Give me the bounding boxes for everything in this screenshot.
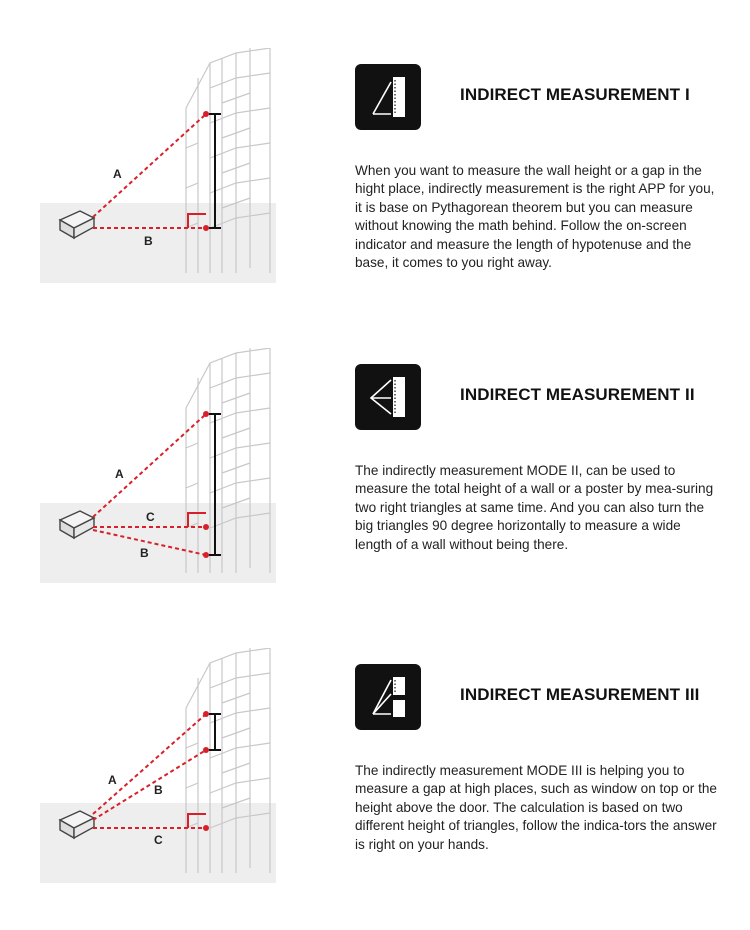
label-b: B [144,234,153,248]
mode-3-title: INDIRECT MEASUREMENT III [460,685,700,704]
section-mode-2 [0,300,750,600]
laser-point [203,411,209,417]
section-mode-1 [0,0,750,300]
label-b: B [140,546,149,560]
label-c: C [146,510,155,524]
laser-point [203,524,209,530]
laser-point [203,825,209,831]
mode-1-title: INDIRECT MEASUREMENT I [460,85,690,104]
label-b: B [154,783,163,797]
indirect-measurement-3-icon [355,664,421,730]
mode-2-illustration [38,348,278,593]
label-a: A [115,467,124,481]
label-c: C [154,833,163,847]
mode-2-title: INDIRECT MEASUREMENT II [460,385,695,404]
mode-3-description: The indirectly measurement MODE III is helping you to measure a gap at high places, such as window on top or the height above the door. The calculation is based on two different height of triangles, follow the indica-tors the answer is right on your hands. [355,763,717,852]
laser-point [203,747,209,753]
indirect-measurement-1-icon [355,64,421,130]
section-mode-3 [0,600,750,900]
mode-2-description: The indirectly measurement MODE II, can be used to measure the total height of a wall or a poster by mea-suring two right triangles at same time. And you can also turn the big triangles 90 degree horizontally to measure a wide length of a wall without being there. [355,463,714,552]
laser-point [203,225,209,231]
mode-3-illustration [38,648,278,893]
mode-1-illustration [38,48,278,293]
laser-point [203,111,209,117]
indirect-measurement-2-icon [355,364,421,430]
laser-point [203,711,209,717]
label-a: A [108,773,117,787]
mode-1-description: When you want to measure the wall height or a gap in the hight place, indirectly measurement is the right APP for you, it is base on Pythagorean theorem but you can measure without knowing the math behind. Follow the on-screen indicator and measure the length of hypotenuse and the base, it comes to you right away. [355,163,715,271]
laser-point [203,552,209,558]
label-a: A [113,167,122,181]
